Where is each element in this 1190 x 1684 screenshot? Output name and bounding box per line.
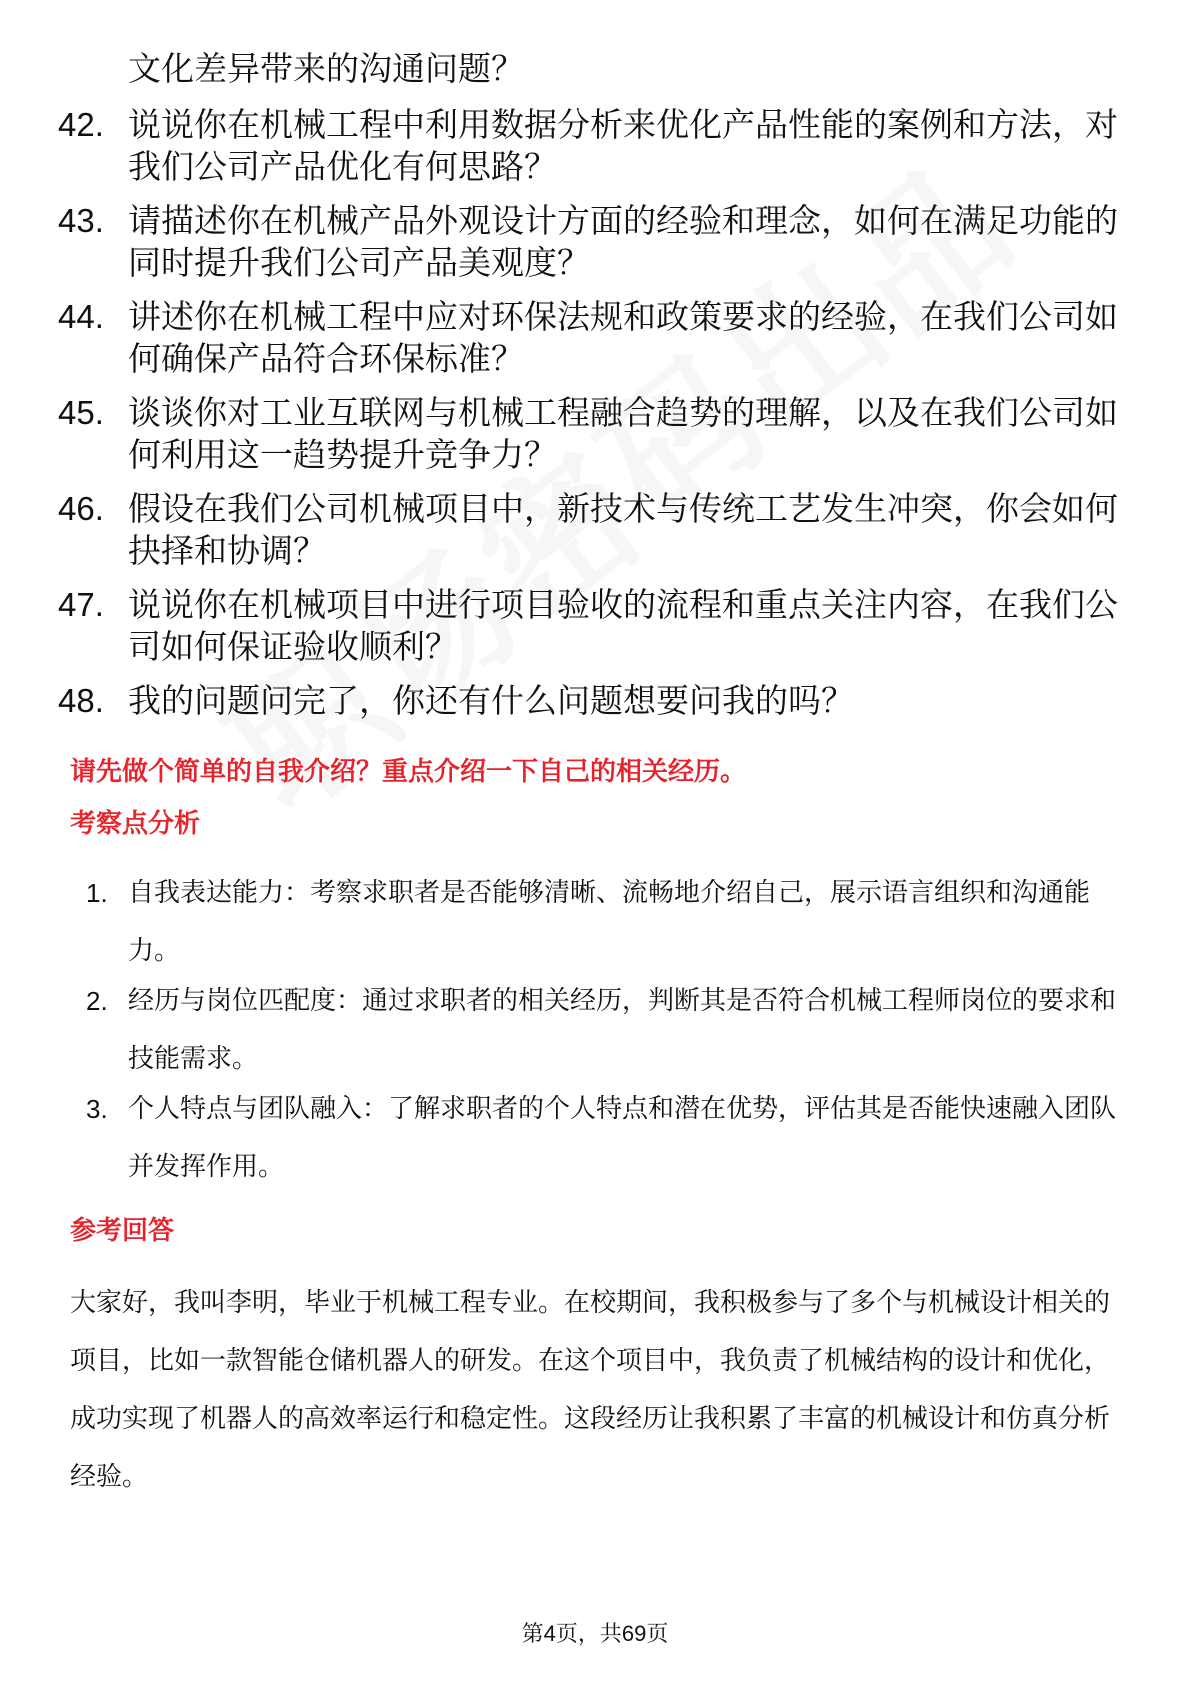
question-item: [58, 584, 1118, 668]
analysis-number: 2.: [86, 986, 108, 1016]
question-number: 42.: [58, 106, 104, 143]
question-number: 47.: [58, 586, 104, 623]
answer-paragraph: 大家好，我叫李明，毕业于机械工程专业。在校期间，我积极参与了多个与机械设计相关的项目，比如一款智能仓储机器人的研发。在这个项目中，我负责了机械结构的设计和优化，成功实现了机器人的高效率运行和稳定性。这段经历让我积累了丰富的机械设计和仿真分析经验。: [70, 1288, 1111, 1492]
analysis-item: [86, 972, 1126, 1088]
question-text: 讲述你在机械工程中应对环保法规和政策要求的经验，在我们公司如何确保产品符合环保标准？: [128, 297, 1118, 378]
question-item: [58, 680, 1118, 722]
page-number: 第4页，共69页: [521, 1621, 669, 1646]
analysis-text: 个人特点与团队融入：了解求职者的个人特点和潜在优势，评估其是否能快速融入团队并发挥作用。: [128, 1094, 1117, 1182]
analysis-number: 1.: [86, 878, 108, 908]
question-continuation: 文化差异带来的沟通问题？: [128, 49, 524, 88]
analysis-heading: 考察点分析: [70, 809, 201, 839]
analysis-text: 自我表达能力：考察求职者是否能够清晰、流畅地介绍自己，展示语言组织和沟通能力。: [128, 878, 1091, 966]
question-text: 说说你在机械工程中利用数据分析来优化产品性能的案例和方法，对我们公司产品优化有何思路？: [128, 105, 1118, 186]
question-number: 48.: [58, 682, 104, 719]
question-item: [58, 488, 1118, 572]
question-text: 我的问题问完了，你还有什么问题想要问我的吗？: [128, 681, 854, 720]
question-number: 43.: [58, 202, 104, 239]
question-item: [58, 392, 1118, 476]
answer-heading: 参考回答: [70, 1216, 175, 1246]
question-text: 谈谈你对工业互联网与机械工程融合趋势的理解，以及在我们公司如何利用这一趋势提升竞争力？: [128, 393, 1118, 474]
analysis-text: 经历与岗位匹配度：通过求职者的相关经历，判断其是否符合机械工程师岗位的要求和技能需求。: [128, 986, 1117, 1074]
question-text: 请描述你在机械产品外观设计方面的经验和理念，如何在满足功能的同时提升我们公司产品美观度？: [128, 201, 1118, 282]
analysis-item: [86, 1080, 1126, 1196]
question-item: [58, 200, 1118, 284]
analysis-number: 3.: [86, 1094, 108, 1124]
question-item: [58, 104, 1118, 188]
question-number: 46.: [58, 490, 104, 527]
question-number: 44.: [58, 298, 104, 335]
question-text: 说说你在机械项目中进行项目验收的流程和重点关注内容，在我们公司如何保证验收顺利？: [128, 585, 1118, 666]
analysis-item: [86, 864, 1126, 980]
question-text: 假设在我们公司机械项目中，新技术与传统工艺发生冲突，你会如何抉择和协调？: [128, 489, 1118, 570]
question-item: [58, 296, 1118, 380]
interview-question-title: 请先做个简单的自我介绍？重点介绍一下自己的相关经历。: [70, 757, 747, 787]
question-number: 45.: [58, 394, 104, 431]
